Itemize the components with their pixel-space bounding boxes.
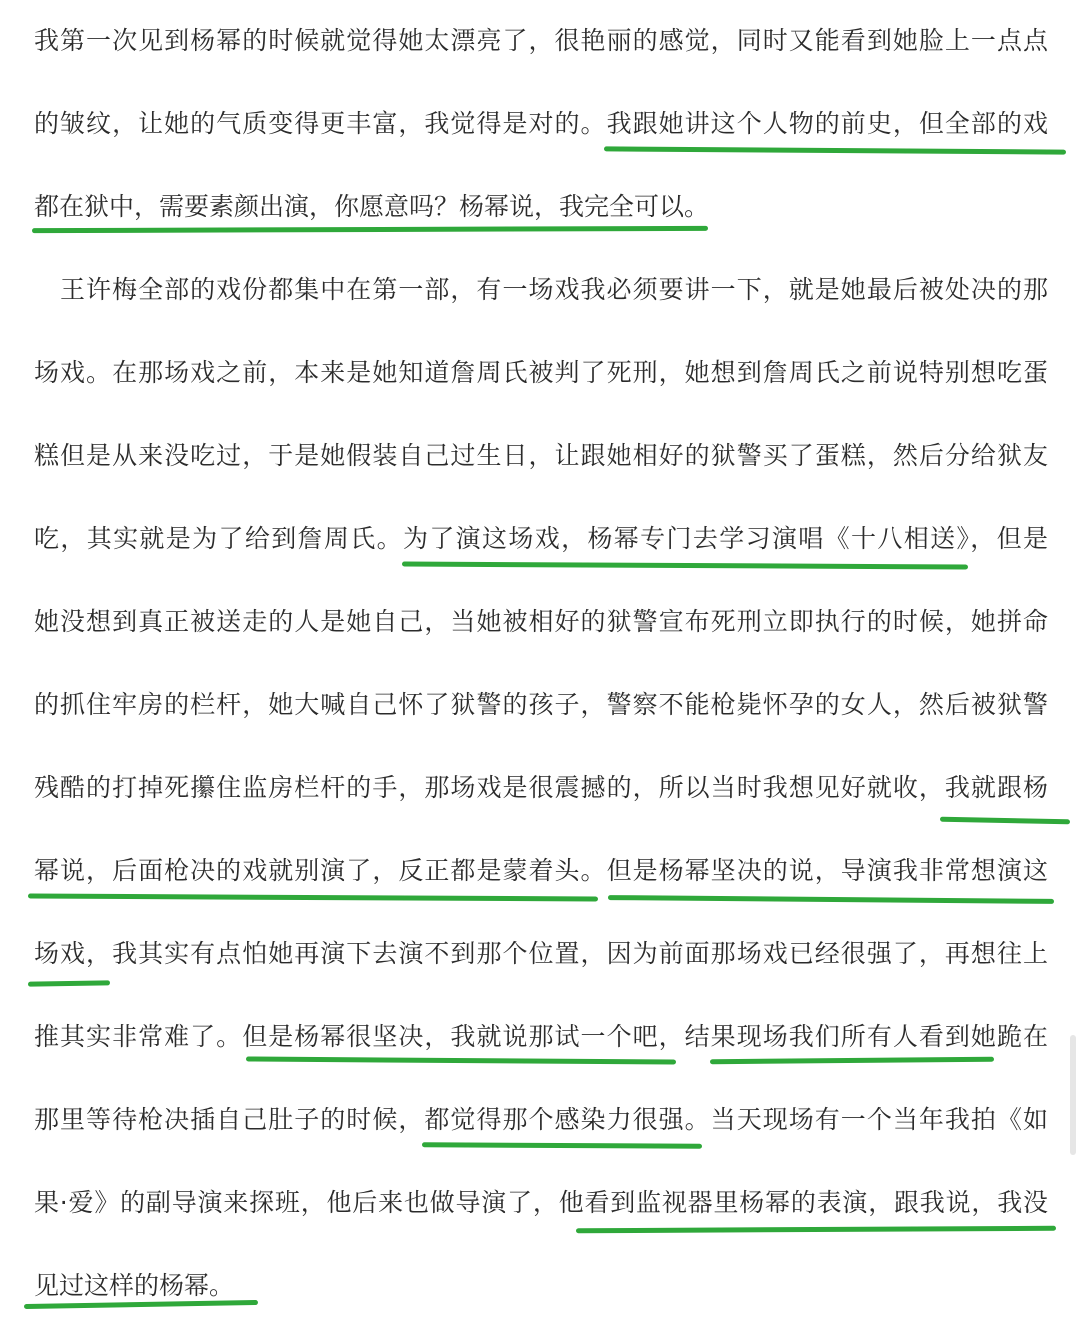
text-line: 推其实非常难了。但是杨幂很坚决，我就说那试一个吧，结果现场我们所有人看到她跪在 [34,1022,1048,1051]
text-line: 她没想到真正被送走的人是她自己，当她被相好的狱警宣布死刑立即执行的时候，她拼命 [34,607,1048,636]
highlight-underline [710,1057,994,1064]
highlight-underline [402,562,968,570]
text-line: 吃，其实就是为了给到詹周氏。为了演这场戏，杨幂专门去学习演唱《十八相送》，但是 [34,524,1048,553]
text-line: 那里等待枪决插自己肚子的时候，都觉得那个感染力很强。当天现场有一个当年我拍《如 [34,1105,1048,1134]
text-line: 幂说，后面枪决的戏就别演了，反正都是蒙着头。但是杨幂坚决的说，导演我非常想演这 [34,856,1048,885]
highlight-underline [32,226,708,233]
text-line: 果·爱》的副导演来探班，他后来也做导演了，他看到监视器里杨幂的表演，跟我说，我没 [34,1188,1048,1217]
text-line: 场戏，我其实有点怕她再演下去演不到那个位置，因为前面那场戏已经很强了，再想往上 [34,939,1048,968]
text-line: 都在狱中，需要素颜出演，你愿意吗？杨幂说，我完全可以。 [34,192,710,221]
highlight-underline [28,894,598,902]
highlight-underline [608,895,1054,904]
text-line: 的抓住牢房的栏杆，她大喊自己怀了狱警的孩子，警察不能枪毙怀孕的女人，然后被狱警 [34,690,1048,719]
highlight-underline [576,1226,1056,1234]
text-line: 王许梅全部的戏份都集中在第一部，有一场戏我必须要讲一下，就是她最后被处决的那 [60,275,1048,304]
text-line: 场戏。在那场戏之前，本来是她知道詹周氏被判了死刑，她想到詹周氏之前说特别想吃蛋 [34,358,1048,387]
highlight-underline [940,817,1070,825]
text-line: 我第一次见到杨幂的时候就觉得她太漂亮了，很艳丽的感觉，同时又能看到她脸上一点点 [34,26,1048,55]
text-line: 糕但是从来没吃过，于是她假装自己过生日，让跟她相好的狱警买了蛋糕，然后分给狱友 [34,441,1048,470]
highlight-underline [604,146,1066,154]
text-line: 的皱纹，让她的气质变得更丰富，我觉得是对的。我跟她讲这个人物的前史，但全部的戏 [34,109,1048,138]
text-line: 残酷的打掉死攥住监房栏杆的手，那场戏是很震撼的，所以当时我想见好就收，我就跟杨 [34,773,1048,802]
highlight-underline [246,1056,676,1064]
scrollbar-thumb[interactable] [1070,1035,1076,1155]
highlight-underline [422,1142,702,1148]
highlight-underline [28,980,110,986]
text-line: 见过这样的杨幂。 [34,1271,235,1300]
